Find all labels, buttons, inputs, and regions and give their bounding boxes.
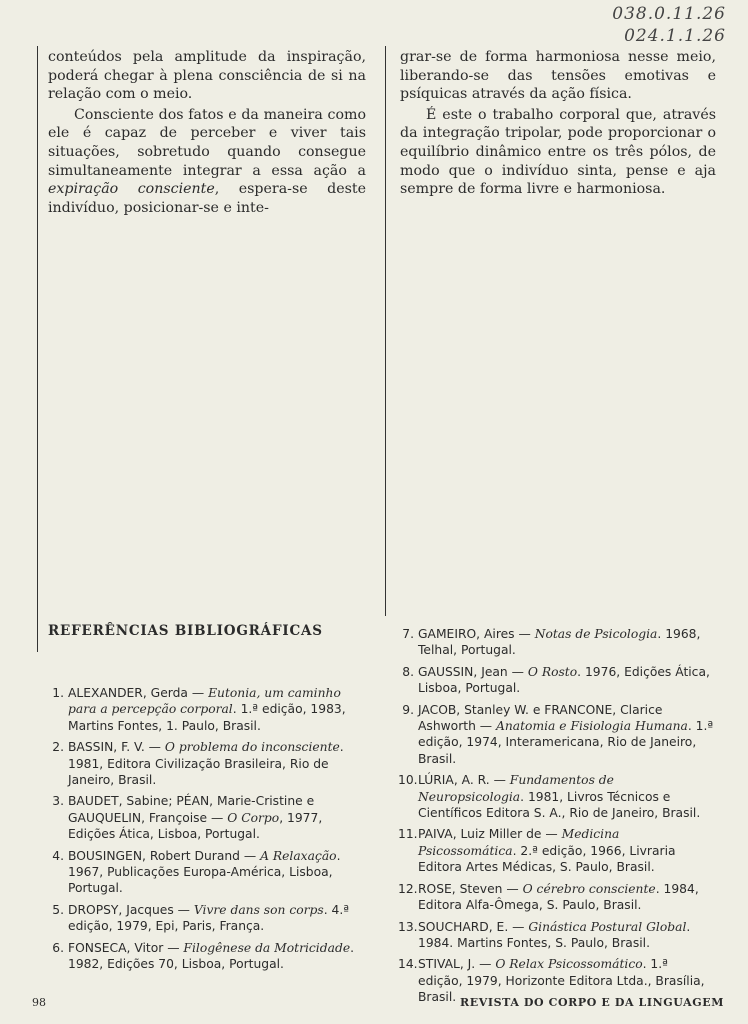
reference-author: SOUCHARD, E. — [418,919,529,934]
reference-list-right [398,626,716,1011]
paragraph: Consciente dos fatos e da maneira como ele é capaz de perceber e viver tais situações, sobretudo quando consegue simultaneamente integrar a essa ação a expiração consciente, espera-se deste indivíduo, posicionar-se e inte- [48,106,366,216]
text-column-right [400,48,716,199]
paragraph: grar-se de forma harmoniosa nesse meio, liberando-se das tensões emotivas e psíquicas através da ação física. [400,49,716,103]
journal-title: REVISTA DO CORPO E DA LINGUAGEM [460,996,724,1009]
reference-title: O cérebro consciente [522,881,656,896]
reference-list-left [48,685,366,978]
reference-title: Vivre dans son corps [193,902,324,917]
reference-item [48,739,366,788]
reference-item [48,685,366,734]
reference-author: GAUSSIN, Jean — [418,664,528,679]
reference-title: O Rosto [527,664,578,679]
handwritten-note: 024.1.1.26 [624,26,726,46]
reference-item [398,664,716,697]
reference-item [398,626,716,659]
reference-item [48,793,366,842]
reference-author: BAUDET, Sabine; PÉAN, Marie-Cristine e GAUQUELIN, Françoise — [68,794,315,825]
reference-title: O Corpo [227,810,280,825]
reference-number: 9. [402,702,414,717]
reference-number: 1. [52,686,64,700]
reference-number: 11. [398,827,418,842]
reference-title: Filogênese da Motricidade [183,940,351,955]
reference-details: . 1984. Martins Fontes, S. Paulo, Brasil. [418,919,691,950]
reference-author: STIVAL, J. — [418,957,496,972]
reference-item [48,940,366,973]
reference-details: , 1977, Edições Ática, Lisboa, Portugal. [68,810,323,842]
reference-number: 6. [52,940,64,955]
reference-item [48,902,366,935]
reference-details: . 1984, Editora Alfa-Ômega, S. Paulo, Brasil. [418,881,699,913]
reference-item [48,848,366,897]
reference-author: BOUSINGEN, Robert Durand — [68,848,261,863]
reference-details: . 1981, Livros Técnicos e Científicos Editora S. A., Rio de Janeiro, Brasil. [418,789,701,821]
reference-author: JACOB, Stanley W. e FRANCONE, Clarice Ashworth — [418,702,663,734]
reference-details: . 1.ª edição, 1974, Interamericana, Rio de Janeiro, Brasil. [418,719,714,766]
reference-item [398,826,716,875]
reference-number: 12. [398,881,418,896]
reference-author: GAMEIRO, Aires — [418,627,535,641]
reference-author: LÚRIA, A. R. — [418,773,510,788]
reference-title: O problema do inconsciente [164,740,340,755]
page-number: 98 [32,996,46,1009]
reference-author: ALEXANDER, Gerda — [68,686,209,700]
paragraph: É este o trabalho corporal que, através da integração tripolar, pode proporcionar o equilíbrio dinâmico entre os três pólos, de modo que o indivíduo sinta, pense e aja sempre de forma livre e harmoniosa. [400,106,716,198]
reference-title: Notas de Psicologia [534,627,658,641]
reference-details: . 2.ª edição, 1966, Livraria Editora Artes Médicas, S. Paulo, Brasil. [418,843,676,875]
reference-details: . 1982, Edições 70, Lisboa, Portugal. [68,940,355,972]
paragraph: conteúdos pela amplitude da inspiração, poderá chegar à plena consciência de si na relação com o meio. [48,49,366,103]
reference-details: . 4.ª edição, 1979, Epi, Paris, França. [68,902,350,934]
reference-number: 4. [52,848,64,863]
reference-details: . 1967, Publicações Europa-América, Lisboa, Portugal. [68,848,341,896]
reference-number: 2. [52,740,64,755]
references-heading: REFERÊNCIAS BIBLIOGRÁFICAS [48,623,323,639]
column-rule [385,46,386,616]
handwritten-note: 038.0.11.26 [612,4,726,24]
reference-details: . 1981, Editora Civilização Brasileira, Rio de Janeiro, Brasil. [68,740,344,788]
reference-author: BASSIN, F. V. — [68,740,165,755]
reference-number: 10. [398,773,418,788]
column-rule [37,46,38,652]
reference-details: . 1.ª edição, 1979, Horizonte Editora Ltda., Brasília, Brasil. [418,957,705,1005]
reference-author: FONSECA, Vitor — [68,940,184,955]
reference-number: 5. [52,902,64,917]
reference-details: . 1968, Telhal, Portugal. [418,627,701,658]
reference-details: . 1.ª edição, 1983, Martins Fontes, 1. Paulo, Brasil. [68,702,346,733]
reference-title: Medicina Psicossomática [418,827,620,858]
reference-title: Ginástica Postural Global [528,919,687,934]
reference-item [398,919,716,952]
reference-number: 8. [402,664,414,679]
reference-number: 13. [398,919,418,934]
reference-author: DROPSY, Jacques — [68,902,194,917]
text-column-left [48,48,366,217]
reference-details: . 1976, Edições Ática, Lisboa, Portugal. [418,664,710,696]
reference-number: 3. [52,794,64,809]
reference-title: A Relaxação [260,848,337,863]
reference-author: PAIVA, Luiz Miller de — [418,827,562,842]
reference-title: Fundamentos de Neuropsicologia [418,773,614,804]
reference-author: ROSE, Steven — [418,881,523,896]
reference-title: Eutonia, um caminho para a percepção corporal [68,686,341,717]
reference-title: Anatomia e Fisiologia Humana [495,719,688,734]
reference-number: 7. [402,627,414,641]
reference-number: 14. [398,957,418,972]
reference-item [398,772,716,821]
reference-title: O Relax Psicossomático [495,957,643,972]
reference-item [398,702,716,768]
reference-item [398,881,716,914]
